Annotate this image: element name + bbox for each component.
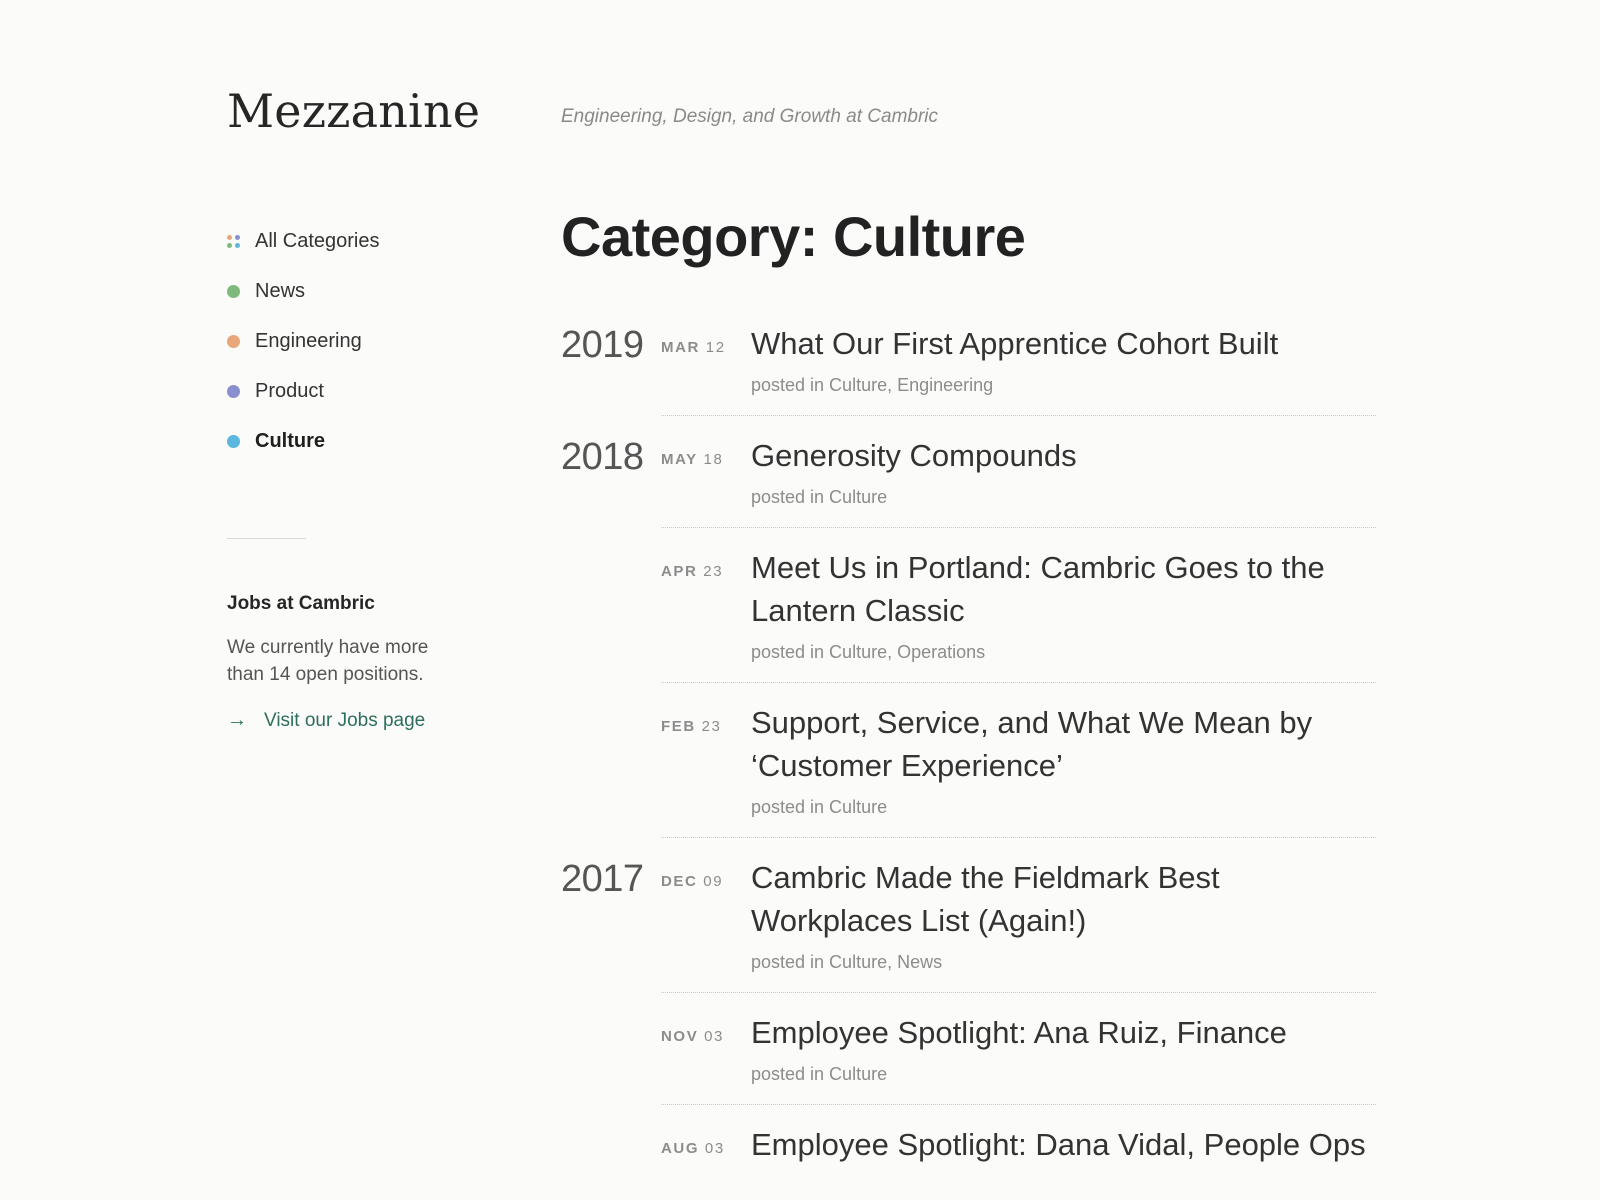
post-title-link[interactable]: Support, Service, and What We Mean by ‘Customer Experience’ — [751, 705, 1313, 783]
post-year — [561, 683, 661, 838]
post-title-link[interactable]: Employee Spotlight: Dana Vidal, People Ops — [751, 1127, 1366, 1162]
grid-dot — [235, 243, 240, 248]
category-item-culture[interactable] — [227, 416, 487, 466]
post-row — [561, 322, 1376, 416]
post-title-link[interactable]: Employee Spotlight: Ana Ruiz, Finance — [751, 1015, 1287, 1050]
post-body — [751, 838, 1376, 993]
post-year: 2017 — [561, 858, 644, 900]
category-label: Engineering — [255, 329, 362, 352]
post-body — [751, 322, 1376, 416]
post-body — [751, 683, 1376, 838]
post-categories: posted in Culture, Operations — [751, 642, 986, 662]
category-item-news[interactable] — [227, 266, 487, 316]
post-day: 23 — [703, 563, 724, 580]
category-item-all[interactable] — [227, 216, 487, 266]
post-day: 03 — [704, 1140, 725, 1157]
post-year — [561, 528, 661, 683]
post-row — [561, 528, 1376, 683]
sidebar-divider — [227, 538, 306, 539]
post-title-link[interactable]: Cambric Made the Fieldmark Best Workplaces List (Again!) — [751, 860, 1220, 938]
grid-dot — [227, 243, 232, 248]
post-row — [561, 993, 1376, 1105]
grid-dot — [227, 235, 232, 240]
engineering-dot-icon — [227, 335, 240, 348]
post-row — [561, 1105, 1376, 1186]
post-categories: posted in Culture — [751, 487, 888, 507]
post-month: AUG — [661, 1140, 700, 1157]
post-title-link[interactable]: Meet Us in Portland: Cambric Goes to the Lantern Classic — [751, 550, 1325, 628]
post-day: 18 — [703, 451, 724, 468]
post-date — [661, 322, 751, 416]
post-month: FEB — [661, 718, 696, 735]
site-title[interactable]: Mezzanine — [227, 84, 481, 138]
post-title-link[interactable]: What Our First Apprentice Cohort Built — [751, 326, 1279, 361]
post-row — [561, 683, 1376, 838]
post-day: 03 — [704, 1028, 724, 1045]
category-label: News — [255, 279, 306, 302]
jobs-page-link[interactable] — [227, 709, 425, 732]
post-date — [661, 683, 751, 838]
site-tagline: Engineering, Design, and Growth at Cambric — [561, 106, 939, 127]
news-dot-icon — [227, 285, 240, 298]
category-item-engineering[interactable] — [227, 316, 487, 366]
post-body — [751, 528, 1376, 683]
post-row — [561, 416, 1376, 528]
post-date — [661, 1105, 751, 1186]
post-categories: posted in Culture, Engineering — [751, 375, 994, 395]
post-body — [751, 993, 1376, 1105]
grid-dot — [235, 235, 240, 240]
post-year — [561, 993, 661, 1105]
category-label: Product — [255, 379, 324, 402]
culture-dot-icon — [227, 435, 240, 448]
post-year: 2018 — [561, 436, 644, 478]
post-body — [751, 1105, 1376, 1186]
post-title-link[interactable]: Generosity Compounds — [751, 438, 1077, 473]
post-row — [561, 838, 1376, 993]
post-month: MAR — [661, 339, 700, 356]
arrow-right-icon: → — [227, 709, 247, 731]
post-categories: posted in Culture — [751, 1064, 888, 1084]
category-label: Culture — [255, 429, 325, 452]
post-month: NOV — [661, 1028, 699, 1045]
page-title: Category: Culture — [561, 205, 1026, 268]
post-month: APR — [661, 563, 698, 580]
post-date — [661, 416, 751, 528]
post-date — [661, 838, 751, 993]
post-date — [661, 528, 751, 683]
post-day: 09 — [703, 873, 724, 890]
category-item-product[interactable] — [227, 366, 487, 416]
post-date — [661, 993, 751, 1105]
post-month: DEC — [661, 873, 698, 890]
category-list — [227, 216, 487, 466]
product-dot-icon — [227, 385, 240, 398]
jobs-link-label: Visit our Jobs page — [264, 709, 426, 731]
post-list — [561, 322, 1376, 1186]
jobs-description: We currently have more than 14 open positions. — [227, 637, 429, 685]
grid-dots-icon — [227, 235, 240, 248]
jobs-title: Jobs at Cambric — [227, 593, 375, 614]
category-label: All Categories — [255, 229, 380, 252]
post-categories: posted in Culture — [751, 797, 888, 817]
post-month: MAY — [661, 451, 698, 468]
post-year: 2019 — [561, 324, 644, 366]
post-body — [751, 416, 1376, 528]
post-day: 12 — [705, 339, 726, 356]
category-sidebar — [227, 216, 487, 466]
post-categories: posted in Culture, News — [751, 952, 943, 972]
post-day: 23 — [701, 718, 722, 735]
post-year — [561, 1105, 661, 1186]
